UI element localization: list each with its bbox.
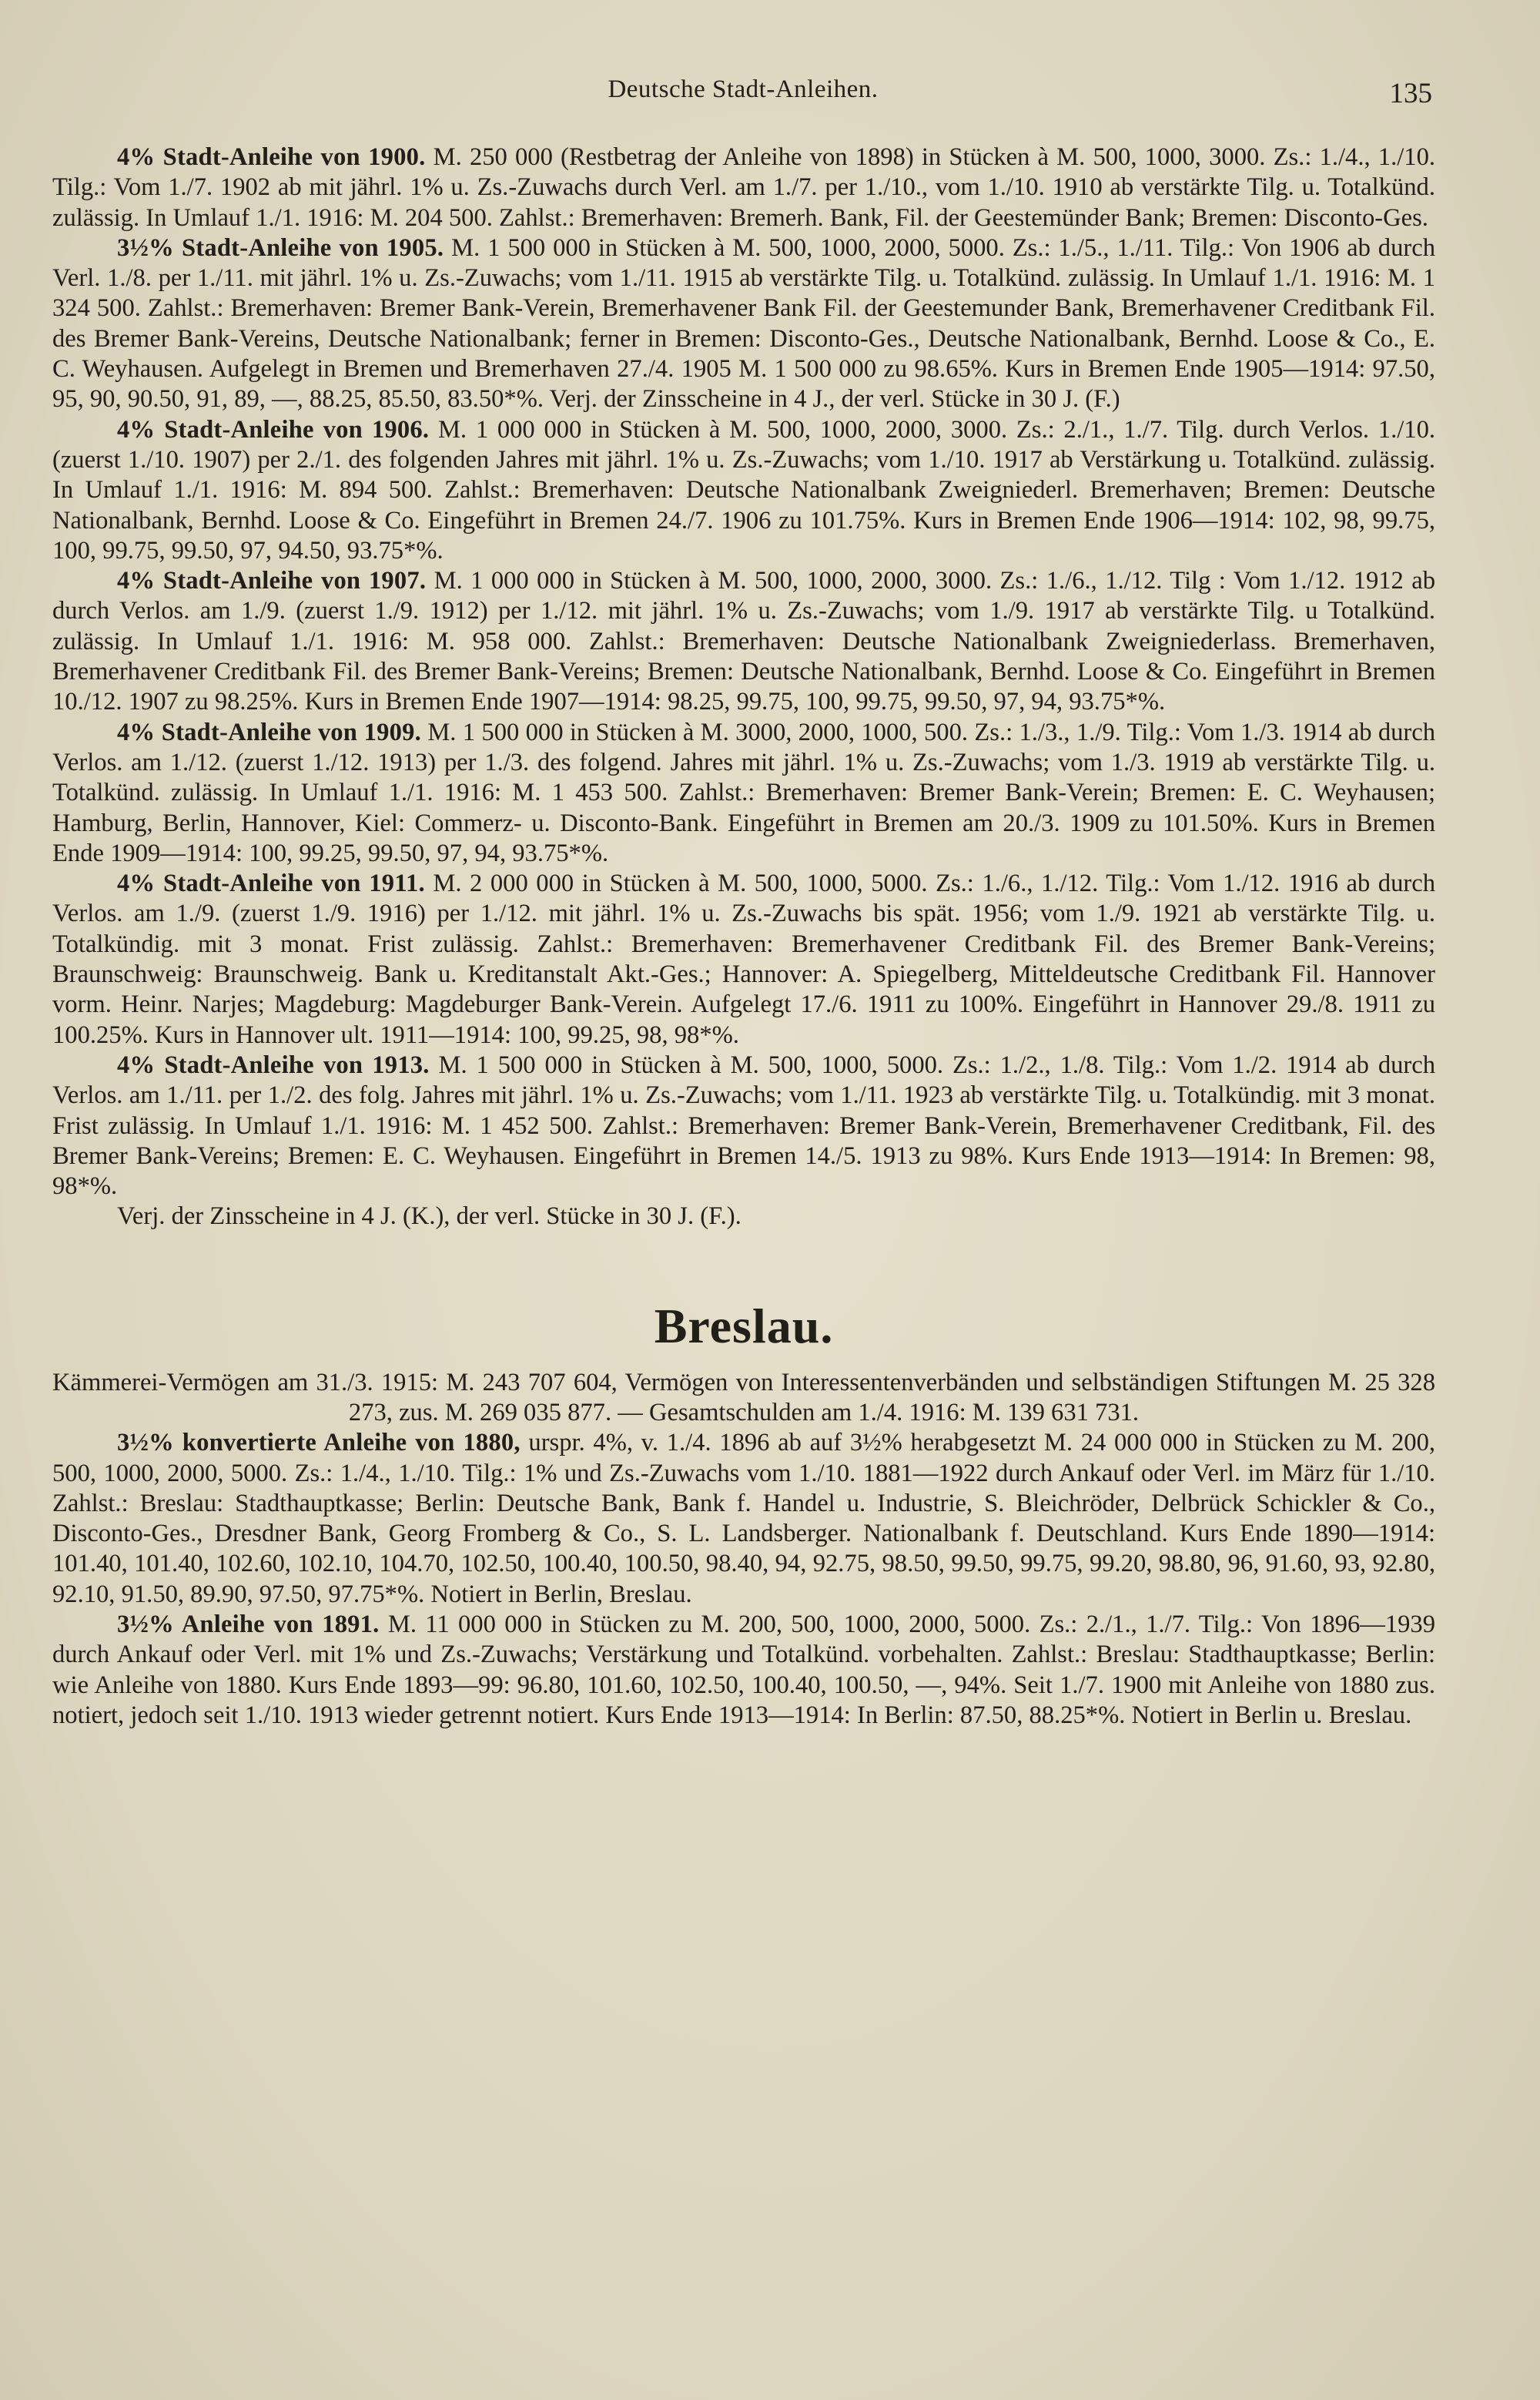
loan-title: 4% Stadt-Anleihe von 1907. [117, 567, 427, 595]
page-text [52, 142, 1435, 1731]
city-summary: Kämmerei-Vermögen am 31./3. 1915: M. 243 707 604, Vermögen von Interessentenverbänden und selbständigen Stiftungen M. 25 328 273, zus. M. 269 035 877. — Gesamtschulden am 1./4. 1916: M. 139 631 731. [52, 1368, 1435, 1426]
loan-title: 4% Stadt-Anleihe von 1906. [117, 415, 430, 444]
loan-body: M. 1 000 000 in Stücken à M. 500, 1000, 2000, 3000. Zs.: 2./1., 1./7. Tilg. durch Verlos. 1./10. (zuerst 1./10. 1907) per 2./1. des folgenden Jahres mit jährl. 1% u. Zs.-Zuwachs; vom 1./10. 1917 ab Verstärkung u. Totalkünd. zulässig. In Umlauf 1./1. 1916: M. 894 500. Zahlst.: Bremerhaven: Deutsche Nationalbank Zweigniederl. Bremerhaven; Bremen: Deutsche Nationalbank, Bernhd. Loose & Co. Eingeführt in Bremen 24./7. 1906 zu 101.75%. Kurs in Bremen Ende 1906—1914: 102, 98, 99.75, 100, 99.75, 99.50, 97, 94.50, 93.75*%. [52, 415, 1436, 565]
page-number: 135 [1389, 78, 1432, 109]
loan-title: 4% Stadt-Anleihe von 1900. [117, 143, 426, 171]
loan-body: Verj. der Zinsscheine in 4 J. (K.), der verl. Stücke in 30 J. (F.). [117, 1202, 742, 1231]
loan-body: M. 250 000 (Restbetrag der Anleihe von 1898) in Stücken à M. 500, 1000, 3000. Zs.: 1./4., 1./10. Tilg.: Vom 1./7. 1902 ab mit jährl. 1% u. Zs.-Zuwachs durch Verl. am 1./7. per 1./10., vom 1./10. 1910 ab verstärkte Tilg. u. Totalkünd. zulässig. In Umlauf 1./1. 1916: M. 204 500. Zahlst.: Bremerhaven: Bremerh. Bank, Fil. der Geestemünder Bank; Bremen: Disconto-Ges. [52, 143, 1436, 232]
loan-body: M. 1 500 000 in Stücken à M. 3000, 2000, 1000, 500. Zs.: 1./3., 1./9. Tilg.: Vom 1./3. 1914 ab durch Verlos. am 1./12. (zuerst 1./12. 1913) per 1./3. des folgend. Jahres mit jährl. 1% u. Zs.-Zuwachs; vom 1./3. 1919 ab verstärkte Tilg. u. Totalkünd. zulässig. In Umlauf 1./1. 1916: M. 1 453 500. Zahlst.: Bremerhaven: Bremer Bank-Verein; Bremen: E. C. Weyhausen; Hamburg, Berlin, Hannover, Kiel: Commerz- u. Disconto-Bank. Eingeführt in Bremen am 20./3. 1909 zu 101.50%. Kurs in Bremen Ende 1909—1914: 100, 99.25, 99.50, 97, 94, 93.75*%. [52, 718, 1436, 867]
loan-entry [52, 566, 1435, 717]
loan-body: M. 1 000 000 in Stücken à M. 500, 1000, 2000, 3000. Zs.: 1./6., 1./12. Tilg : Vom 1./12. 1912 ab durch Verlos. am 1./9. (zuerst 1./9. 1912) per 1./12. mit jährl. 1% u. Zs.-Zuwachs; vom 1./9. 1917 ab verstärkte Tilg. u Totalkünd. zulässig. In Umlauf 1./1. 1916: M. 958 000. Zahlst.: Bremerhaven: Deutsche Nationalbank Zweigniederlass. Bremerhaven, Bremerhavener Creditbank Fil. des Bremer Bank-Vereins; Bremen: Deutsche Nationalbank, Bernhd. Loose & Co. Eingeführt in Bremen 10./12. 1907 zu 98.25%. Kurs in Bremen Ende 1907—1914: 98.25, 99.75, 100, 99.75, 99.50, 97, 94, 93.75*%. [52, 567, 1435, 716]
loan-entry [52, 1610, 1435, 1731]
loan-entry [52, 1051, 1435, 1202]
loan-title: 4% Stadt-Anleihe von 1909. [117, 718, 421, 746]
loan-entry [52, 1428, 1435, 1610]
loan-entry [52, 415, 1435, 566]
loan-title: 3½% Anleihe von 1891. [117, 1611, 380, 1639]
loan-body: M. 1 500 000 in Stücken à M. 500, 1000, 2000, 5000. Zs.: 1./5., 1./11. Tilg.: Von 1906 ab durch Verl. 1./8. per 1./11. mit jährl. 1% u. Zs.-Zuwachs; vom 1./11. 1915 ab verstärkte Tilg. u. Totalkünd. zulässig. In Umlauf 1./1. 1916: M. 1 324 500. Zahlst.: Bremerhaven: Bremer Bank-Verein, Bremerhavener Bank Fil. der Geestemunder Bank, Bremerhavener Creditbank Fil. des Bremer Bank-Vereins, Deutsche Nationalbank; ferner in Bremen: Disconto-Ges., Deutsche Nationalbank, Bernhd. Loose & Co., E. C. Weyhausen. Aufgelegt in Bremen und Bremerhaven 27./4. 1905 M. 1 500 000 zu 98.65%. Kurs in Bremen Ende 1905—1914: 97.50, 95, 90, 90.50, 91, 89, —, 88.25, 85.50, 83.50*%. Verj. der Zinsscheine in 4 J., der verl. Stücke in 30 J. (F.) [52, 233, 1435, 414]
loan-body: M. 11 000 000 in Stücken zu M. 200, 500, 1000, 2000, 5000. Zs.: 2./1., 1./7. Tilg.: Von 1896—1939 durch Ankauf oder Verl. mit 1% und Zs.-Zuwachs; Verstärkung und Totalkünd. vorbehalten. Zahlst.: Breslau: Stadthauptkasse; Berlin: wie Anleihe von 1880. Kurs Ende 1893—99: 96.80, 101.60, 102.50, 100.40, 100.50, —, 94%. Seit 1./7. 1900 mit Anleihe von 1880 zus. notiert, jedoch seit 1./10. 1913 wieder getrennt notiert. Kurs Ende 1913—1914: In Berlin: 87.50, 88.25*%. Notiert in Berlin u. Breslau. [52, 1611, 1435, 1729]
loan-title: 3½% Stadt-Anleihe von 1905. [117, 233, 444, 262]
loan-body: M. 1 500 000 in Stücken à M. 500, 1000, 5000. Zs.: 1./2., 1./8. Tilg.: Vom 1./2. 1914 ab durch Verlos. am 1./11. per 1./2. des folg. Jahres mit jährl. 1% u. Zs.-Zuwachs; vom 1./11. 1923 ab verstärkte Tilg. u. Totalkündig. mit 3 monat. Frist zulässig. In Umlauf 1./1. 1916: M. 1 452 500. Zahlst.: Bremerhaven: Bremer Bank-Verein, Bremerhavener Creditbank, Fil. des Bremer Bank-Vereins; Bremen: E. C. Weyhausen. Eingeführt in Bremen 14./5. 1913 zu 98%. Kurs Ende 1913—1914: In Bremen: 98, 98*%. [52, 1051, 1435, 1201]
loan-entry [52, 869, 1435, 1051]
running-title: Deutsche Stadt-Anleihen. [608, 75, 879, 103]
loan-entry [52, 718, 1435, 869]
loan-entry [52, 233, 1435, 415]
loan-body: urspr. 4%, v. 1./4. 1896 ab auf 3½% herabgesetzt M. 24 000 000 in Stücken zu M. 200, 500, 1000, 2000, 5000. Zs.: 1./4., 1./10. Tilg.: 1% und Zs.-Zuwachs vom 1./10. 1881—1922 durch Ankauf oder Verl. im März für 1./10. Zahlst.: Breslau: Stadthauptkasse; Berlin: Deutsche Bank, Bank f. Handel u. Industrie, S. Bleichröder, Delbrück Schickler & Co., Disconto-Ges., Dresdner Bank, Georg Fromberg & Co., S. L. Landsberger. Nationalbank f. Deutschland. Kurs Ende 1890—1914: 101.40, 101.40, 102.60, 102.10, 104.70, 102.50, 100.40, 100.50, 98.40, 94, 92.75, 98.50, 99.50, 99.75, 99.20, 98.80, 96, 91.60, 93, 92.80, 92.10, 91.50, 89.90, 97.50, 97.75*%. Notiert in Berlin, Breslau. [52, 1429, 1435, 1608]
page-header [54, 75, 1432, 122]
loan-title: 4% Stadt-Anleihe von 1911. [117, 870, 425, 898]
loan-body: M. 2 000 000 in Stücken à M. 500, 1000, 5000. Zs.: 1./6., 1./12. Tilg.: Vom 1./12. 1916 ab durch Verlos. am 1./9. (zuerst 1./9. 1916) per 1./12. mit jährl. 1% u. Zs.-Zuwachs bis spät. 1956; vom 1./9. 1921 ab verstärkte Tilg. u. Totalkündig. mit 3 monat. Frist zulässig. Zahlst.: Bremerhaven: Bremerhavener Creditbank Fil. des Bremer Bank-Vereins; Braunschweig: Braunschweig. Bank u. Kreditanstalt Akt.-Ges.; Hannover: A. Spiegelberg, Mitteldeutsche Creditbank Fil. Hannover vorm. Heinr. Narjes; Magdeburg: Magdeburger Bank-Verein. Aufgelegt 17./6. 1911 zu 100%. Eingeführt in Hannover 29./8. 1911 zu 100.25%. Kurs in Hannover ult. 1911—1914: 100, 99.25, 98, 98*%. [52, 870, 1435, 1049]
loan-entry [52, 142, 1435, 233]
limitation-note [52, 1202, 1435, 1232]
loan-title: 4% Stadt-Anleihe von 1913. [117, 1051, 430, 1079]
loan-title: 3½% konvertierte Anleihe von 1880, [117, 1429, 521, 1457]
city-heading: Breslau. [654, 1298, 834, 1353]
